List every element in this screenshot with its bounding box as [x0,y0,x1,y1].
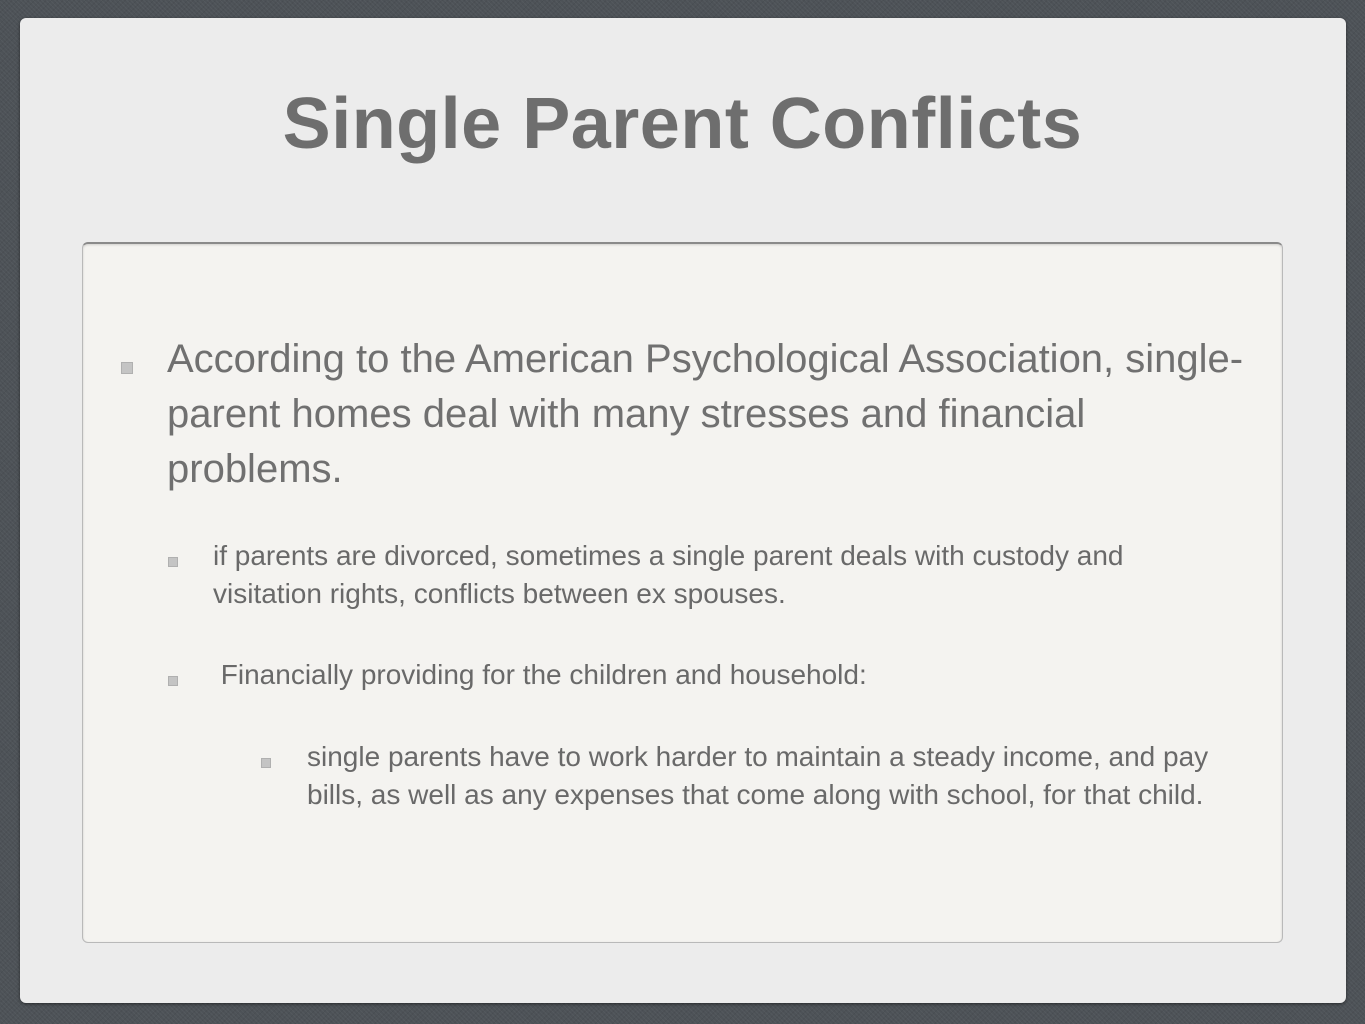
bullet-text-level2: Financially providing for the children and household: [213,659,867,690]
bullet-marker [261,758,271,768]
bullet-text-level1: According to the American Psychological Association, single-parent homes deal with many stresses and financial problems. [167,337,1244,491]
slide-title: Single Parent Conflicts [282,84,1083,164]
bullet-marker [168,676,178,686]
bullet-marker [168,557,178,567]
bullet-marker [121,362,133,374]
bullet-text-level2: if parents are divorced, sometimes a single parent deals with custody and visitation rights, conflicts between ex spouses. [213,540,1124,609]
bullet-text-level3: single parents have to work harder to maintain a steady income, and pay bills, as well as any expenses that come along with school, for that child. [307,741,1209,810]
